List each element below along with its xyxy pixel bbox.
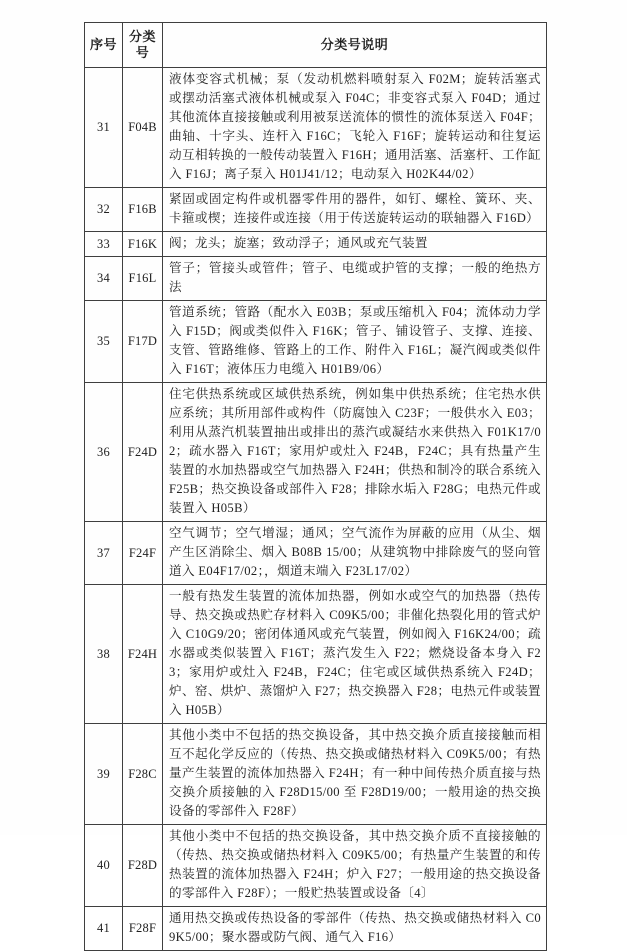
table-row [85, 383, 547, 522]
header-classification-code: 分类号 [123, 23, 163, 68]
table-row [85, 232, 547, 257]
row-classification-code: F24H [123, 585, 163, 724]
row-classification-description: 液体变容式机械；泵（发动机燃料喷射泵入 F02M；旋转活塞式或摆动活塞式液体机械或泵入 F04C；非变容式泵入 F04D；通过其他流体直接接触或利用被泵送流体的惯性的流体泵送入 F04F；曲轴、十字头、连杆入 F16C；飞轮入 F16F；旋转运动和往复运动互相转换的一般传动装置入 F16H；通用活塞、活塞杆、工作缸入 F16J；离子泵入 H01J41/12；电动泵入 H02K44/02） [163, 68, 547, 188]
row-classification-code: F28F [123, 907, 163, 951]
row-serial-number: 38 [85, 585, 123, 724]
table-row [85, 188, 547, 232]
row-classification-description: 住宅供热系统或区域供热系统，例如集中供热系统；住宅热水供应系统；其所用部件或构件（防腐蚀入 C23F；一般供水入 E03；利用从蒸汽机装置抽出或排出的蒸汽或凝结水来供热入 F01K17/02；疏水器入 F16T；家用炉或灶入 F24B，F24C；具有热量产生装置的水加热器或空气加热器入 F24H；供热和制冷的联合系统入 F25B；热交换设备或部件入 F28；排除水垢入 F28G；电热元件或装置入 H05B） [163, 383, 547, 522]
row-classification-description: 紧固或固定构件或机器零件用的器件，如钉、螺栓、簧环、夹、卡箍或楔；连接件或连接（用于传送旋转运动的联轴器入 F16D） [163, 188, 547, 232]
classification-table [84, 22, 547, 951]
row-serial-number: 40 [85, 825, 123, 907]
row-classification-code: F16L [123, 257, 163, 301]
row-classification-code: F24F [123, 522, 163, 585]
row-classification-code: F17D [123, 301, 163, 383]
row-classification-code: F28D [123, 825, 163, 907]
row-classification-description: 阀；龙头；旋塞；致动浮子；通风或充气装置 [163, 232, 547, 257]
table-row [85, 825, 547, 907]
row-serial-number: 34 [85, 257, 123, 301]
table-row [85, 257, 547, 301]
row-classification-description: 其他小类中不包括的热交换设备，其中热交换介质不直接接触的（传热、热交换或储热材料入 C09K5/00；有热量产生装置的和传热装置的流体加热器入 F24H；炉入 F27；一般用途的热交换设备的零部件入 F28F）；一般贮热装置或设备〔4〕 [163, 825, 547, 907]
header-serial-number: 序号 [85, 23, 123, 68]
row-classification-description: 管子；管接头或管件；管子、电缆或护管的支撑；一般的绝热方法 [163, 257, 547, 301]
table-row [85, 907, 547, 951]
row-classification-code: F16B [123, 188, 163, 232]
row-classification-code: F24D [123, 383, 163, 522]
row-serial-number: 33 [85, 232, 123, 257]
table-row [85, 522, 547, 585]
row-serial-number: 36 [85, 383, 123, 522]
table-header-row [85, 23, 547, 68]
row-classification-description: 其他小类中不包括的热交换设备，其中热交换介质直接接触而相互不起化学反应的（传热、热交换或储热材料入 C09K5/00；有热量产生装置的流体加热器入 F24H；有一种中间传热介质直接与热交换介质接触的入 F28D15/00 至 F28D19/00；一般用途的热交换设备的零部件入 F28F） [163, 724, 547, 825]
table-row [85, 68, 547, 188]
row-classification-description: 空气调节；空气增湿；通风；空气流作为屏蔽的应用（从尘、烟产生区消除尘、烟入 B08B 15/00；从建筑物中排除废气的竖向管道入 E04F17/02；，烟道末端入 F23L17/02） [163, 522, 547, 585]
row-serial-number: 35 [85, 301, 123, 383]
row-classification-description: 管道系统；管路（配水入 E03B；泵或压缩机入 F04；流体动力学入 F15D；阀或类似件入 F16K；管子、铺设管子、支撑、连接、支管、管路维修、管路上的工作、附件入 F16L；凝汽阀或类似件入 F16T；液体压力电缆入 H01B9/06） [163, 301, 547, 383]
row-classification-description: 通用热交换或传热设备的零部件（传热、热交换或储热材料入 C09K5/00；聚水器或防气阀、通气入 F16） [163, 907, 547, 951]
table-row [85, 724, 547, 825]
table-row [85, 585, 547, 724]
table-body [85, 68, 547, 951]
row-serial-number: 32 [85, 188, 123, 232]
row-serial-number: 39 [85, 724, 123, 825]
row-classification-code: F28C [123, 724, 163, 825]
row-classification-description: 一般有热发生装置的流体加热器，例如水或空气的加热器（热传导、热交换或热贮存材料入 C09K5/00；非催化热裂化用的管式炉入 C10G9/20；密闭体通风或充气装置，例如阀入 F16K24/00；疏水器或类似装置入 F16T；蒸汽发生入 F22；燃烧设备本身入 F23；家用炉或灶入 F24B，F24C；住宅或区域供热系统入 F24D；炉、窑、烘炉、蒸馏炉入 F27；热交换器入 F28；电热元件或装置入 H05B） [163, 585, 547, 724]
row-classification-code: F04B [123, 68, 163, 188]
header-classification-description: 分类号说明 [163, 23, 547, 68]
table-row [85, 301, 547, 383]
row-serial-number: 41 [85, 907, 123, 951]
row-classification-code: F16K [123, 232, 163, 257]
row-serial-number: 37 [85, 522, 123, 585]
row-serial-number: 31 [85, 68, 123, 188]
